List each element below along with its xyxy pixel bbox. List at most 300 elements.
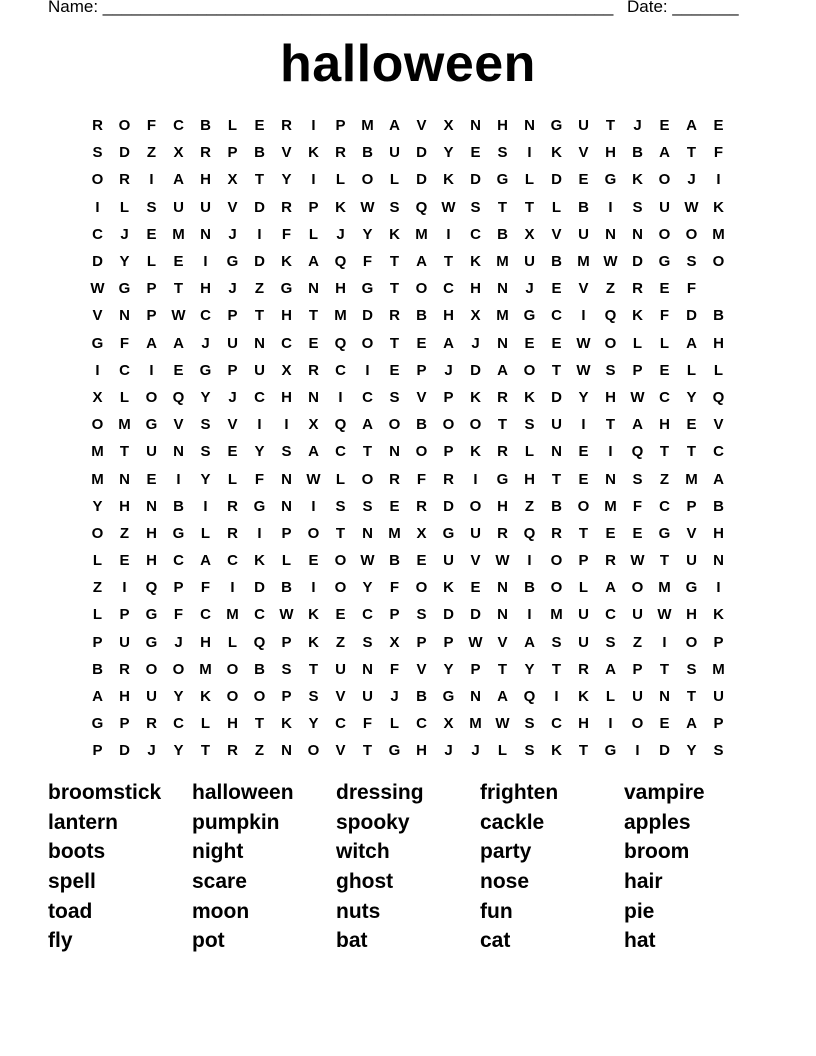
grid-cell[interactable]: H — [146, 524, 157, 542]
grid-cell[interactable]: E — [335, 606, 346, 624]
grid-cell[interactable]: I — [311, 117, 316, 135]
grid-cell[interactable]: S — [335, 497, 346, 515]
grid-cell[interactable]: X — [470, 307, 481, 325]
grid-cell[interactable]: Z — [254, 742, 265, 760]
grid-cell[interactable]: O — [226, 688, 239, 706]
grid-cell[interactable]: G — [280, 280, 293, 298]
grid-cell[interactable]: C — [713, 443, 724, 461]
grid-cell[interactable]: A — [200, 552, 211, 570]
grid-cell[interactable]: R — [281, 198, 292, 216]
grid-cell[interactable]: Y — [362, 579, 373, 597]
grid-cell[interactable]: C — [551, 307, 562, 325]
grid-cell[interactable]: D — [254, 253, 265, 271]
grid-cell[interactable]: F — [416, 470, 427, 488]
grid-cell[interactable]: O — [334, 552, 347, 570]
grid-cell[interactable]: V — [416, 388, 427, 406]
grid-cell[interactable]: U — [686, 552, 697, 570]
grid-cell[interactable]: A — [659, 144, 670, 162]
grid-cell[interactable]: I — [149, 171, 154, 189]
grid-cell[interactable]: I — [203, 497, 208, 515]
grid-cell[interactable]: S — [686, 660, 697, 678]
grid-cell[interactable]: O — [415, 443, 428, 461]
grid-cell[interactable]: U — [578, 606, 589, 624]
grid-cell[interactable]: Z — [92, 579, 103, 597]
grid-cell[interactable]: L — [686, 361, 697, 379]
grid-cell[interactable]: Y — [686, 742, 697, 760]
grid-cell[interactable]: O — [523, 361, 536, 379]
grid-cell[interactable]: S — [551, 633, 562, 651]
grid-cell[interactable]: E — [173, 253, 184, 271]
grid-cell[interactable]: E — [551, 334, 562, 352]
grid-cell[interactable]: I — [122, 579, 127, 597]
grid-cell[interactable]: V — [686, 524, 697, 542]
grid-cell[interactable]: C — [335, 715, 346, 733]
grid-cell[interactable]: W — [279, 606, 294, 624]
grid-cell[interactable]: E — [119, 552, 130, 570]
grid-cell[interactable]: E — [146, 470, 157, 488]
grid-cell[interactable]: S — [146, 198, 157, 216]
grid-cell[interactable]: H — [119, 688, 130, 706]
grid-cell[interactable]: H — [524, 470, 535, 488]
grid-cell[interactable]: H — [713, 524, 724, 542]
grid-cell[interactable]: L — [632, 334, 643, 352]
grid-cell[interactable]: Z — [335, 633, 346, 651]
grid-cell[interactable]: F — [173, 606, 184, 624]
grid-cell[interactable]: G — [253, 497, 266, 515]
grid-cell[interactable]: T — [362, 443, 373, 461]
grid-cell[interactable]: W — [495, 552, 510, 570]
grid-cell[interactable]: T — [659, 660, 670, 678]
grid-cell[interactable]: E — [632, 524, 643, 542]
grid-cell[interactable]: L — [92, 606, 103, 624]
grid-cell[interactable]: R — [497, 524, 508, 542]
grid-cell[interactable]: U — [578, 117, 589, 135]
grid-cell[interactable]: J — [228, 280, 237, 298]
grid-cell[interactable]: I — [554, 688, 559, 706]
grid-cell[interactable]: G — [118, 280, 131, 298]
grid-cell[interactable]: D — [119, 144, 130, 162]
grid-cell[interactable]: T — [389, 253, 400, 271]
grid-cell[interactable]: Q — [334, 253, 347, 271]
grid-cell[interactable]: G — [145, 633, 158, 651]
grid-cell[interactable]: D — [470, 361, 481, 379]
grid-cell[interactable]: P — [443, 443, 454, 461]
grid-cell[interactable]: I — [311, 497, 316, 515]
grid-cell[interactable]: A — [632, 416, 643, 434]
grid-cell[interactable]: V — [551, 225, 562, 243]
grid-cell[interactable]: U — [254, 361, 265, 379]
grid-cell[interactable]: T — [254, 171, 265, 189]
grid-cell[interactable]: U — [362, 688, 373, 706]
grid-cell[interactable]: S — [200, 416, 211, 434]
grid-cell[interactable]: R — [119, 171, 130, 189]
grid-cell[interactable]: Q — [415, 198, 428, 216]
grid-cell[interactable]: M — [361, 117, 374, 135]
grid-cell[interactable]: F — [200, 579, 211, 597]
grid-cell[interactable]: M — [91, 470, 104, 488]
grid-cell[interactable]: P — [146, 307, 157, 325]
grid-cell[interactable]: E — [227, 443, 238, 461]
grid-cell[interactable]: T — [659, 552, 670, 570]
grid-cell[interactable]: D — [551, 171, 562, 189]
grid-cell[interactable]: I — [365, 361, 370, 379]
grid-cell[interactable]: O — [631, 579, 644, 597]
grid-cell[interactable]: N — [659, 688, 670, 706]
grid-cell[interactable]: N — [497, 606, 508, 624]
grid-cell[interactable]: O — [469, 416, 482, 434]
grid-cell[interactable]: Y — [119, 253, 130, 271]
grid-cell[interactable]: Y — [173, 742, 184, 760]
grid-cell[interactable]: W — [306, 470, 321, 488]
grid-cell[interactable]: T — [578, 742, 589, 760]
grid-cell[interactable]: L — [713, 361, 724, 379]
grid-cell[interactable]: S — [713, 742, 724, 760]
grid-cell[interactable]: O — [685, 225, 698, 243]
grid-cell[interactable]: M — [577, 253, 590, 271]
grid-cell[interactable]: E — [470, 579, 481, 597]
grid-cell[interactable]: T — [173, 280, 184, 298]
grid-cell[interactable]: O — [91, 171, 104, 189]
grid-cell[interactable]: W — [684, 198, 699, 216]
grid-cell[interactable]: T — [551, 660, 562, 678]
grid-cell[interactable]: H — [470, 280, 481, 298]
grid-cell[interactable]: X — [173, 144, 184, 162]
grid-cell[interactable]: J — [525, 280, 534, 298]
grid-cell[interactable]: D — [119, 742, 130, 760]
grid-cell[interactable]: I — [257, 225, 262, 243]
grid-cell[interactable]: C — [200, 606, 211, 624]
grid-cell[interactable]: E — [659, 117, 670, 135]
grid-cell[interactable]: D — [92, 253, 103, 271]
grid-cell[interactable]: H — [200, 280, 211, 298]
grid-cell[interactable]: H — [443, 307, 454, 325]
grid-cell[interactable]: S — [686, 253, 697, 271]
grid-cell[interactable]: E — [524, 334, 535, 352]
grid-cell[interactable]: H — [605, 388, 616, 406]
grid-cell[interactable]: C — [227, 552, 238, 570]
grid-cell[interactable]: W — [576, 334, 591, 352]
grid-cell[interactable]: O — [91, 416, 104, 434]
grid-cell[interactable]: H — [497, 497, 508, 515]
grid-cell[interactable]: I — [95, 361, 100, 379]
grid-cell[interactable]: T — [605, 416, 616, 434]
grid-cell[interactable]: Q — [604, 307, 617, 325]
grid-cell[interactable]: F — [254, 470, 265, 488]
grid-cell[interactable]: C — [119, 361, 130, 379]
grid-cell[interactable]: P — [227, 144, 238, 162]
grid-cell[interactable]: P — [281, 524, 292, 542]
grid-cell[interactable]: D — [443, 606, 454, 624]
grid-cell[interactable]: E — [605, 524, 616, 542]
grid-cell[interactable]: D — [254, 198, 265, 216]
grid-cell[interactable]: B — [389, 552, 400, 570]
grid-cell[interactable]: L — [551, 198, 562, 216]
grid-cell[interactable]: P — [632, 660, 643, 678]
grid-cell[interactable]: V — [335, 688, 346, 706]
grid-cell[interactable]: T — [686, 688, 697, 706]
grid-cell[interactable]: H — [281, 307, 292, 325]
grid-cell[interactable]: J — [147, 742, 156, 760]
grid-cell[interactable]: M — [496, 307, 509, 325]
grid-cell[interactable]: H — [578, 715, 589, 733]
grid-cell[interactable]: E — [389, 361, 400, 379]
grid-cell[interactable]: J — [336, 225, 345, 243]
grid-cell[interactable]: T — [578, 524, 589, 542]
grid-cell[interactable]: A — [443, 334, 454, 352]
grid-cell[interactable]: A — [686, 334, 697, 352]
grid-cell[interactable]: L — [281, 552, 292, 570]
name-field-label[interactable]: Name: ______________________________________________________ — [48, 0, 614, 16]
grid-cell[interactable]: V — [578, 280, 589, 298]
grid-cell[interactable]: M — [118, 416, 131, 434]
grid-cell[interactable]: X — [308, 416, 319, 434]
grid-cell[interactable]: R — [308, 361, 319, 379]
grid-cell[interactable]: E — [308, 552, 319, 570]
grid-cell[interactable]: L — [146, 253, 157, 271]
grid-cell[interactable]: E — [173, 361, 184, 379]
grid-cell[interactable]: J — [633, 117, 642, 135]
grid-cell[interactable]: A — [497, 361, 508, 379]
grid-cell[interactable]: M — [226, 606, 239, 624]
grid-cell[interactable]: K — [308, 144, 319, 162]
grid-cell[interactable]: G — [145, 416, 158, 434]
grid-cell[interactable]: F — [389, 579, 400, 597]
grid-cell[interactable]: W — [630, 388, 645, 406]
grid-cell[interactable]: U — [227, 334, 238, 352]
grid-cell[interactable]: I — [473, 470, 478, 488]
grid-cell[interactable]: K — [524, 388, 535, 406]
grid-cell[interactable]: E — [389, 497, 400, 515]
grid-cell[interactable]: G — [91, 334, 104, 352]
grid-cell[interactable]: L — [227, 117, 238, 135]
grid-cell[interactable]: Y — [443, 660, 454, 678]
grid-cell[interactable]: B — [497, 225, 508, 243]
grid-cell[interactable]: R — [227, 742, 238, 760]
grid-cell[interactable]: N — [362, 660, 373, 678]
grid-cell[interactable]: A — [92, 688, 103, 706]
grid-cell[interactable]: J — [471, 334, 480, 352]
grid-cell[interactable]: T — [686, 144, 697, 162]
grid-cell[interactable]: L — [335, 470, 346, 488]
grid-cell[interactable]: M — [658, 579, 671, 597]
grid-cell[interactable]: B — [551, 497, 562, 515]
grid-cell[interactable]: O — [469, 497, 482, 515]
grid-cell[interactable]: B — [551, 253, 562, 271]
grid-cell[interactable]: E — [551, 280, 562, 298]
grid-cell[interactable]: T — [443, 253, 454, 271]
grid-cell[interactable]: W — [603, 253, 618, 271]
grid-cell[interactable]: W — [441, 198, 456, 216]
grid-cell[interactable]: P — [713, 633, 724, 651]
grid-cell[interactable]: A — [308, 443, 319, 461]
grid-cell[interactable]: I — [608, 443, 613, 461]
grid-cell[interactable]: A — [362, 416, 373, 434]
grid-cell[interactable]: C — [281, 334, 292, 352]
grid-cell[interactable]: W — [171, 307, 186, 325]
grid-cell[interactable]: O — [604, 334, 617, 352]
date-field-label[interactable]: Date: _______ — [627, 0, 739, 16]
grid-cell[interactable]: D — [659, 742, 670, 760]
grid-cell[interactable]: O — [415, 280, 428, 298]
grid-cell[interactable]: U — [200, 198, 211, 216]
grid-cell[interactable]: K — [443, 171, 454, 189]
grid-cell[interactable]: N — [146, 497, 157, 515]
grid-cell[interactable]: E — [659, 715, 670, 733]
grid-cell[interactable]: R — [200, 144, 211, 162]
grid-cell[interactable]: S — [416, 606, 427, 624]
grid-cell[interactable]: G — [442, 688, 455, 706]
grid-cell[interactable]: R — [335, 144, 346, 162]
grid-cell[interactable]: D — [416, 171, 427, 189]
grid-cell[interactable]: U — [470, 524, 481, 542]
grid-cell[interactable]: J — [174, 633, 183, 651]
grid-cell[interactable]: I — [581, 416, 586, 434]
grid-cell[interactable]: A — [416, 253, 427, 271]
grid-cell[interactable]: W — [360, 552, 375, 570]
grid-cell[interactable]: F — [281, 225, 292, 243]
grid-cell[interactable]: K — [308, 606, 319, 624]
grid-cell[interactable]: V — [227, 198, 238, 216]
grid-cell[interactable]: G — [604, 171, 617, 189]
grid-cell[interactable]: Q — [712, 388, 725, 406]
grid-cell[interactable]: B — [713, 307, 724, 325]
grid-cell[interactable]: D — [686, 307, 697, 325]
grid-cell[interactable]: R — [605, 552, 616, 570]
grid-cell[interactable]: H — [605, 144, 616, 162]
grid-cell[interactable]: U — [173, 198, 184, 216]
grid-cell[interactable]: O — [307, 524, 320, 542]
grid-cell[interactable]: H — [119, 497, 130, 515]
grid-cell[interactable]: U — [524, 253, 535, 271]
grid-cell[interactable]: G — [523, 307, 536, 325]
grid-cell[interactable]: M — [388, 524, 401, 542]
grid-cell[interactable]: N — [524, 117, 535, 135]
grid-cell[interactable]: R — [443, 470, 454, 488]
grid-cell[interactable]: B — [362, 144, 373, 162]
grid-cell[interactable]: C — [335, 443, 346, 461]
grid-cell[interactable]: Z — [119, 524, 130, 542]
grid-cell[interactable]: I — [608, 715, 613, 733]
grid-cell[interactable]: R — [497, 388, 508, 406]
grid-cell[interactable]: T — [605, 117, 616, 135]
grid-cell[interactable]: G — [199, 361, 212, 379]
grid-cell[interactable]: B — [632, 144, 643, 162]
grid-cell[interactable]: J — [201, 334, 210, 352]
grid-cell[interactable]: T — [308, 660, 319, 678]
grid-cell[interactable]: M — [91, 443, 104, 461]
grid-cell[interactable]: Z — [605, 280, 616, 298]
grid-cell[interactable]: X — [389, 633, 400, 651]
grid-cell[interactable]: L — [200, 524, 211, 542]
grid-cell[interactable]: I — [203, 253, 208, 271]
grid-cell[interactable]: B — [281, 579, 292, 597]
grid-cell[interactable]: B — [713, 497, 724, 515]
grid-cell[interactable]: A — [686, 715, 697, 733]
grid-cell[interactable]: X — [92, 388, 103, 406]
grid-cell[interactable]: E — [686, 416, 697, 434]
grid-cell[interactable]: G — [388, 742, 401, 760]
grid-cell[interactable]: S — [200, 443, 211, 461]
grid-cell[interactable]: T — [497, 416, 508, 434]
grid-cell[interactable]: E — [254, 117, 265, 135]
grid-cell[interactable]: Y — [578, 388, 589, 406]
grid-cell[interactable]: C — [362, 606, 373, 624]
grid-cell[interactable]: I — [635, 742, 640, 760]
grid-cell[interactable]: Z — [146, 144, 157, 162]
grid-cell[interactable]: C — [254, 388, 265, 406]
grid-cell[interactable]: L — [578, 579, 589, 597]
grid-cell[interactable]: E — [470, 144, 481, 162]
grid-cell[interactable]: I — [284, 416, 289, 434]
grid-cell[interactable]: D — [470, 606, 481, 624]
grid-cell[interactable]: D — [254, 579, 265, 597]
grid-cell[interactable]: E — [713, 117, 724, 135]
grid-cell[interactable]: P — [92, 742, 103, 760]
grid-cell[interactable]: S — [524, 742, 535, 760]
grid-cell[interactable]: K — [632, 307, 643, 325]
grid-cell[interactable]: G — [496, 470, 509, 488]
grid-cell[interactable]: X — [524, 225, 535, 243]
grid-cell[interactable]: K — [470, 443, 481, 461]
grid-cell[interactable]: A — [308, 253, 319, 271]
grid-cell[interactable]: T — [551, 470, 562, 488]
grid-cell[interactable]: G — [496, 171, 509, 189]
grid-cell[interactable]: P — [308, 198, 319, 216]
grid-cell[interactable]: C — [362, 388, 373, 406]
grid-cell[interactable]: O — [145, 388, 158, 406]
grid-cell[interactable]: H — [227, 715, 238, 733]
grid-cell[interactable]: D — [551, 388, 562, 406]
grid-cell[interactable]: T — [389, 334, 400, 352]
grid-cell[interactable]: Y — [254, 443, 265, 461]
grid-cell[interactable]: J — [444, 361, 453, 379]
grid-cell[interactable]: T — [119, 443, 130, 461]
grid-cell[interactable]: T — [335, 524, 346, 542]
grid-cell[interactable]: N — [497, 280, 508, 298]
grid-cell[interactable]: I — [311, 171, 316, 189]
grid-cell[interactable]: Y — [308, 715, 319, 733]
grid-cell[interactable]: F — [713, 144, 724, 162]
grid-cell[interactable]: S — [605, 633, 616, 651]
grid-cell[interactable]: U — [443, 552, 454, 570]
grid-cell[interactable]: Q — [631, 443, 644, 461]
grid-cell[interactable]: I — [311, 579, 316, 597]
grid-cell[interactable]: P — [470, 660, 481, 678]
grid-cell[interactable]: U — [659, 198, 670, 216]
grid-cell[interactable]: Y — [524, 660, 535, 678]
grid-cell[interactable]: L — [659, 334, 670, 352]
grid-cell[interactable]: H — [713, 334, 724, 352]
grid-cell[interactable]: B — [173, 497, 184, 515]
grid-cell[interactable]: R — [389, 307, 400, 325]
grid-cell[interactable]: N — [308, 280, 319, 298]
grid-cell[interactable]: G — [658, 524, 671, 542]
grid-cell[interactable]: M — [496, 253, 509, 271]
grid-cell[interactable]: C — [659, 388, 670, 406]
grid-cell[interactable]: T — [362, 742, 373, 760]
grid-cell[interactable]: P — [173, 579, 184, 597]
grid-cell[interactable]: R — [281, 117, 292, 135]
grid-cell[interactable]: Z — [524, 497, 535, 515]
grid-cell[interactable]: K — [335, 198, 346, 216]
grid-cell[interactable]: N — [470, 117, 481, 135]
grid-cell[interactable]: K — [713, 198, 724, 216]
grid-cell[interactable]: P — [632, 361, 643, 379]
grid-cell[interactable]: W — [630, 552, 645, 570]
grid-cell[interactable]: S — [524, 416, 535, 434]
grid-cell[interactable]: V — [416, 117, 427, 135]
grid-cell[interactable]: B — [416, 307, 427, 325]
